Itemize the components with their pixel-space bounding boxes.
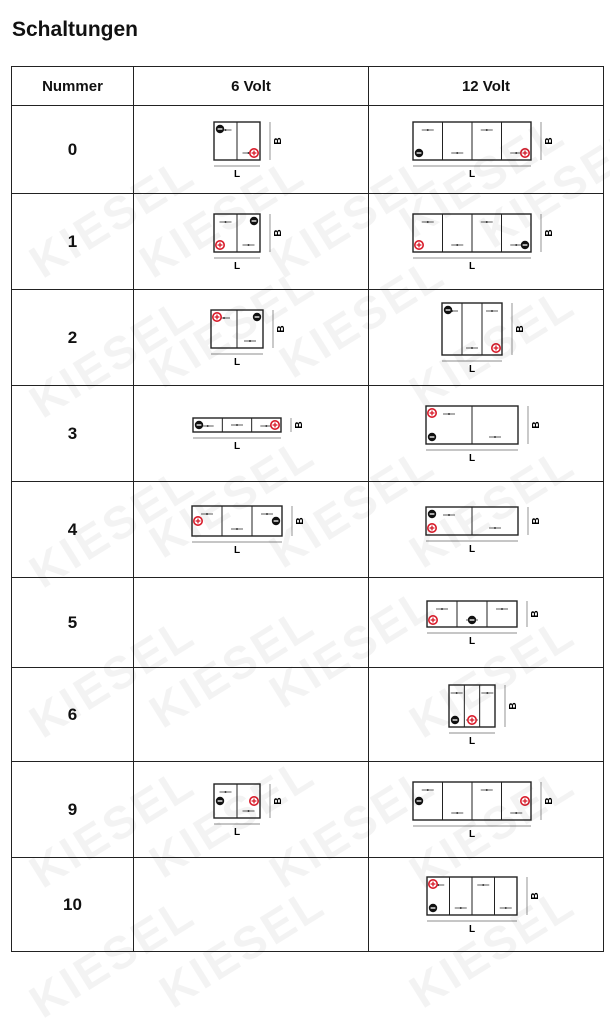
battery-diagram (208, 118, 294, 182)
table-row (12, 194, 604, 290)
width-label: B (273, 228, 284, 237)
cell-12-volt (369, 106, 604, 194)
width-label: B (515, 324, 526, 333)
width-label: B (544, 228, 555, 237)
length-label: L (468, 260, 476, 272)
cell-6-volt (134, 762, 369, 858)
cell-6-volt (134, 668, 369, 762)
length-label: L (468, 363, 476, 375)
battery-diagram (208, 780, 294, 840)
battery-diagram (407, 210, 565, 274)
table-row (12, 386, 604, 482)
battery-diagram (205, 306, 297, 370)
length-label: L (468, 735, 476, 747)
cell-6-volt (134, 578, 369, 668)
table-header-row (12, 67, 604, 106)
row-nummer: 9 (12, 762, 134, 858)
width-label: B (294, 420, 305, 429)
width-label: B (295, 516, 306, 525)
table-row (12, 290, 604, 386)
battery-diagram (208, 210, 294, 274)
length-label: L (233, 260, 241, 272)
cell-12-volt (369, 578, 604, 668)
width-label: B (273, 136, 284, 145)
cell-12-volt (369, 482, 604, 578)
cell-6-volt (134, 858, 369, 952)
cell-6-volt (134, 106, 369, 194)
cell-12-volt (369, 668, 604, 762)
schaltungen-table (11, 66, 604, 952)
page-title: Schaltungen (12, 18, 139, 41)
width-label: B (273, 796, 284, 805)
row-nummer: 5 (12, 578, 134, 668)
length-label: L (233, 356, 241, 368)
battery-diagram (421, 597, 551, 649)
header-nummer: Nummer (12, 67, 134, 106)
length-label: L (468, 635, 476, 647)
length-label: L (468, 543, 476, 555)
battery-diagram (420, 402, 552, 466)
battery-diagram (187, 414, 315, 454)
table-row (12, 106, 604, 194)
cell-12-volt (369, 194, 604, 290)
length-label: L (233, 826, 241, 838)
table-row (12, 668, 604, 762)
width-label: B (508, 701, 519, 710)
cell-12-volt (369, 858, 604, 952)
row-nummer: 1 (12, 194, 134, 290)
cell-12-volt (369, 762, 604, 858)
row-nummer: 2 (12, 290, 134, 386)
battery-diagram (421, 873, 551, 937)
cell-6-volt (134, 290, 369, 386)
width-label: B (531, 420, 542, 429)
width-label: B (530, 609, 541, 618)
cell-12-volt (369, 290, 604, 386)
table-row (12, 578, 604, 668)
width-label: B (544, 136, 555, 145)
header-12-volt: 12 Volt (369, 67, 604, 106)
table-row (12, 482, 604, 578)
row-nummer: 0 (12, 106, 134, 194)
length-label: L (233, 440, 241, 452)
cell-6-volt (134, 194, 369, 290)
battery-diagram (436, 299, 536, 377)
width-label: B (544, 796, 555, 805)
battery-diagram (407, 778, 565, 842)
row-nummer: 6 (12, 668, 134, 762)
cell-6-volt (134, 482, 369, 578)
row-nummer: 10 (12, 858, 134, 952)
length-label: L (468, 452, 476, 464)
length-label: L (233, 544, 241, 556)
table-row (12, 858, 604, 952)
battery-diagram (420, 503, 552, 557)
length-label: L (233, 168, 241, 180)
battery-diagram (186, 502, 316, 558)
length-label: L (468, 168, 476, 180)
length-label: L (468, 828, 476, 840)
width-label: B (530, 891, 541, 900)
battery-diagram (443, 681, 529, 749)
row-nummer: 3 (12, 386, 134, 482)
length-label: L (468, 923, 476, 935)
table-row (12, 762, 604, 858)
width-label: B (276, 324, 287, 333)
width-label: B (531, 516, 542, 525)
row-nummer: 4 (12, 482, 134, 578)
battery-diagram (407, 118, 565, 182)
cell-6-volt (134, 386, 369, 482)
cell-12-volt (369, 386, 604, 482)
header-6-volt: 6 Volt (134, 67, 369, 106)
